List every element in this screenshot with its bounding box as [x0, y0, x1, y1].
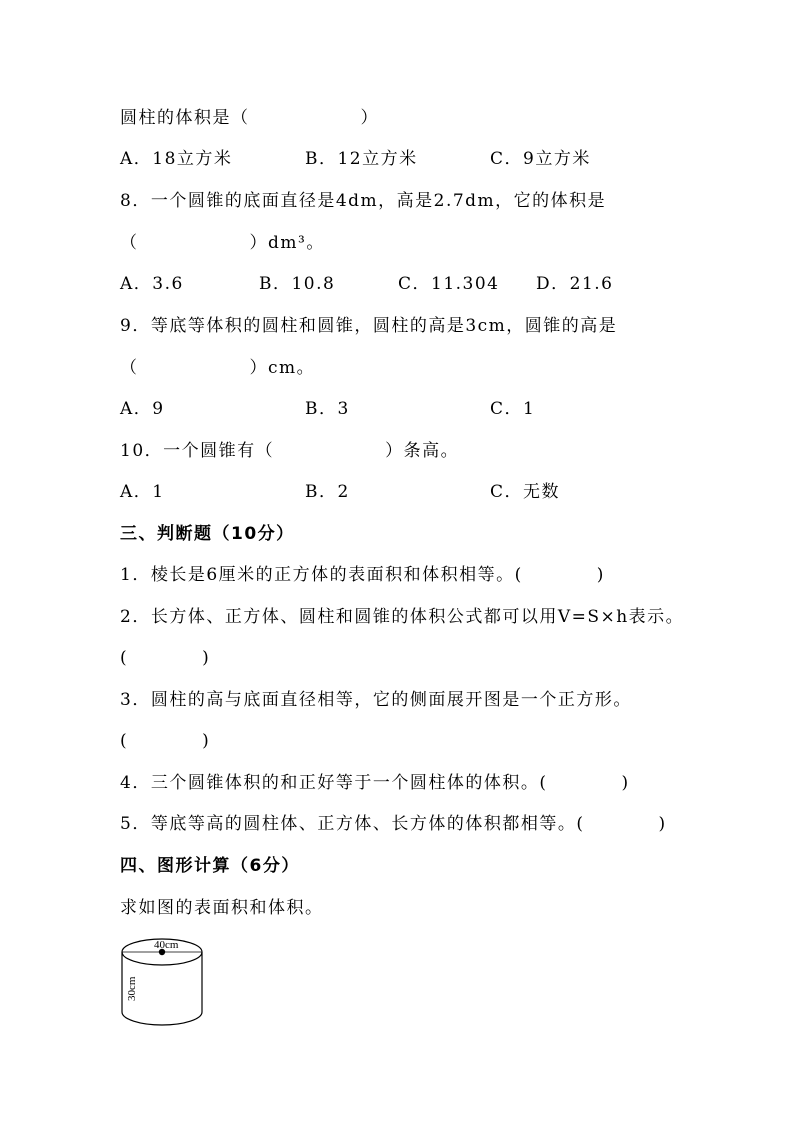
judge-item-4: 4．三个圆锥体积的和正好等于一个圆柱体的体积。( ) — [120, 773, 630, 793]
q8-option-b: B．10.8 — [259, 274, 336, 294]
q9-stem-cont: （ ）cm。 — [120, 358, 316, 378]
section-3-heading: 三、判断题（10分） — [120, 524, 295, 544]
judge-item-2-answer: ( ) — [120, 648, 211, 668]
q9-option-b: B．3 — [305, 399, 350, 419]
q9-stem: 9．等底等体积的圆柱和圆锥，圆柱的高是3cm，圆锥的高是 — [120, 316, 618, 336]
q10-option-a: A．1 — [120, 482, 165, 502]
q9-option-a: A．9 — [120, 399, 165, 419]
q8-stem: 8．一个圆锥的底面直径是4dm，高是2.7dm，它的体积是 — [120, 191, 607, 211]
judge-item-5: 5．等底等高的圆柱体、正方体、长方体的体积都相等。( ) — [120, 814, 667, 834]
q8-option-d: D．21.6 — [536, 274, 614, 294]
judge-item-1: 1．棱长是6厘米的正方体的表面积和体积相等。( ) — [120, 565, 605, 585]
q10-option-c: C．无数 — [490, 482, 561, 502]
cylinder-bottom-arc — [122, 1012, 202, 1025]
q8-stem-cont: （ ）dm³。 — [120, 233, 325, 253]
judge-item-3-answer: ( ) — [120, 731, 211, 751]
q7-stem: 圆柱的体积是（ ） — [120, 108, 379, 128]
diameter-label: 40cm — [154, 939, 179, 951]
q10-stem: 10．一个圆锥有（ ）条高。 — [120, 441, 460, 461]
q8-option-a: A．3.6 — [120, 274, 184, 294]
section-4-instruction: 求如图的表面积和体积。 — [120, 898, 324, 918]
section-4-heading: 四、图形计算（6分） — [120, 856, 300, 876]
q8-option-c: C．11.304 — [398, 274, 500, 294]
height-label: 30cm — [126, 976, 138, 1001]
q7-option-c: C．9立方米 — [490, 149, 591, 169]
q7-option-a: A．18立方米 — [120, 149, 233, 169]
judge-item-2: 2．长方体、正方体、圆柱和圆锥的体积公式都可以用V=S×h表示。 — [120, 607, 685, 627]
cylinder-figure — [118, 935, 208, 1030]
q10-option-b: B．2 — [305, 482, 350, 502]
judge-item-3: 3．圆柱的高与底面直径相等，它的侧面展开图是一个正方形。 — [120, 690, 632, 710]
q7-option-b: B．12立方米 — [305, 149, 418, 169]
q9-option-c: C．1 — [490, 399, 536, 419]
